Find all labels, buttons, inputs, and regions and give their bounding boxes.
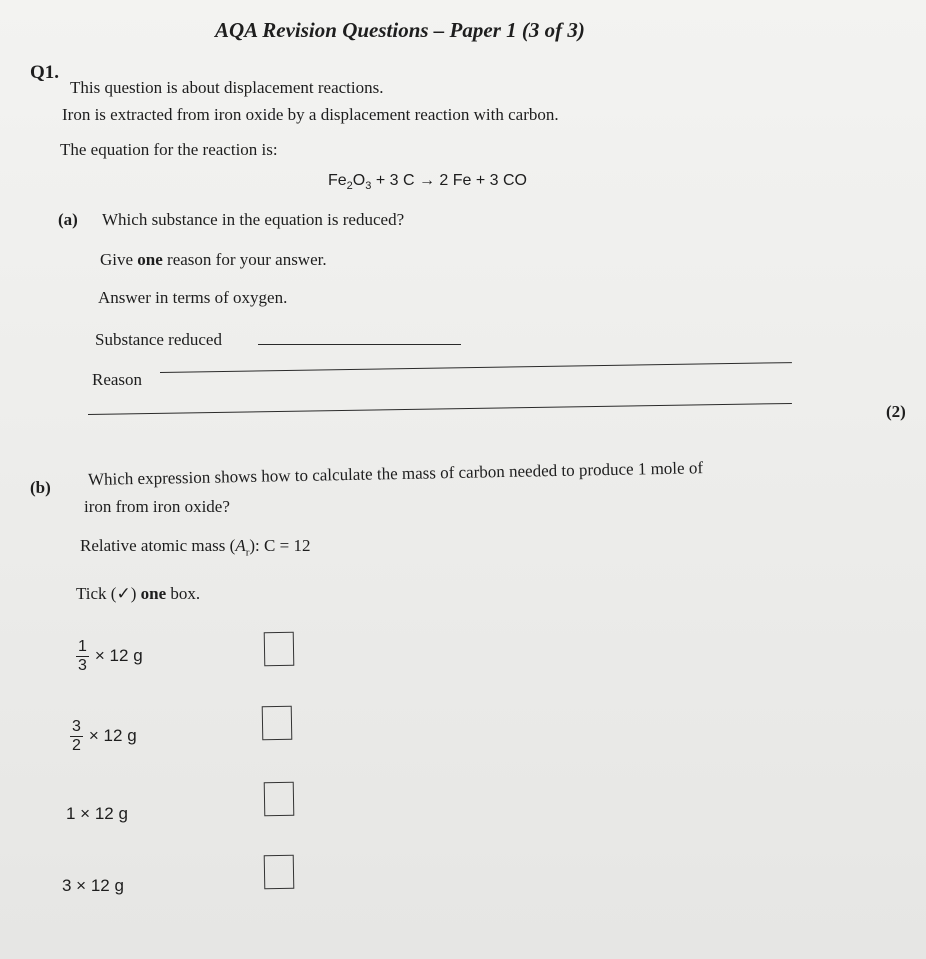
equation-fe: Fe — [328, 172, 347, 189]
part-b-label: (b) — [30, 478, 51, 497]
tick-instruction — [76, 584, 200, 604]
option-2-denominator: 2 — [72, 737, 81, 754]
tick-post: box. — [166, 584, 201, 603]
option-2 — [70, 718, 137, 755]
equation-intro: The equation for the reaction is: — [60, 140, 278, 159]
equation-o: O — [352, 172, 366, 189]
instruction-post: reason for your answer. — [162, 250, 327, 269]
reason-answer-line-2[interactable] — [88, 403, 792, 415]
option-1-fraction — [76, 638, 89, 675]
question-context: Iron is extracted from iron oxide by a displacement reaction with carbon. — [62, 105, 559, 124]
option-2-checkbox[interactable] — [262, 706, 293, 741]
ram-pre: Relative atomic mass ( — [80, 536, 236, 555]
part-a-instruction — [100, 250, 327, 270]
equation-sub-2: 2 — [346, 180, 353, 193]
page-title: AQA Revision Questions – Paper 1 (3 of 3) — [215, 18, 585, 42]
part-a-label: (a) — [58, 210, 78, 229]
ram-a: A — [235, 536, 246, 555]
instruction-pre: Give — [100, 250, 138, 269]
option-1-numerator: 1 — [78, 638, 87, 655]
option-2-fraction — [70, 718, 83, 755]
option-2-expr: × 12 g — [88, 725, 137, 745]
part-b-question-line2: iron from iron oxide? — [84, 497, 230, 516]
part-a-marks: (2) — [886, 402, 906, 421]
option-1-checkbox[interactable] — [264, 632, 295, 667]
ram-r: r — [245, 546, 250, 559]
part-a-question: Which substance in the equation is reduced? — [102, 210, 405, 229]
question-number: Q1. — [30, 62, 60, 83]
instruction-bold: one — [137, 250, 163, 269]
option-1 — [76, 638, 143, 675]
part-a-hint: Answer in terms of oxygen. — [98, 288, 288, 307]
option-3-checkbox[interactable] — [264, 782, 295, 817]
question-intro: This question is about displacement reactions. — [70, 78, 384, 97]
tick-pre: Tick (✓) — [76, 584, 141, 603]
part-b-question-line1: Which expression shows how to calculate the mass of carbon needed to produce 1 mole of — [87, 458, 704, 489]
equation-rest: + 3 C → 2 Fe + 3 CO — [371, 172, 527, 189]
option-4: 3 × 12 g — [62, 876, 124, 895]
relative-atomic-mass — [80, 536, 310, 558]
tick-bold: one — [140, 584, 167, 603]
substance-answer-line[interactable] — [258, 344, 461, 345]
option-2-numerator: 3 — [72, 718, 81, 735]
option-3: 1 × 12 g — [66, 804, 128, 823]
reason-answer-line-1[interactable] — [160, 362, 792, 373]
chemical-equation — [328, 172, 527, 192]
reason-label: Reason — [92, 370, 143, 389]
option-1-expr: × 12 g — [94, 645, 143, 665]
equation-sub-3: 3 — [365, 180, 372, 193]
substance-reduced-label: Substance reduced — [95, 330, 222, 349]
option-1-denominator: 3 — [78, 657, 87, 674]
option-4-checkbox[interactable] — [264, 855, 295, 890]
ram-post: ): C = 12 — [249, 536, 311, 555]
